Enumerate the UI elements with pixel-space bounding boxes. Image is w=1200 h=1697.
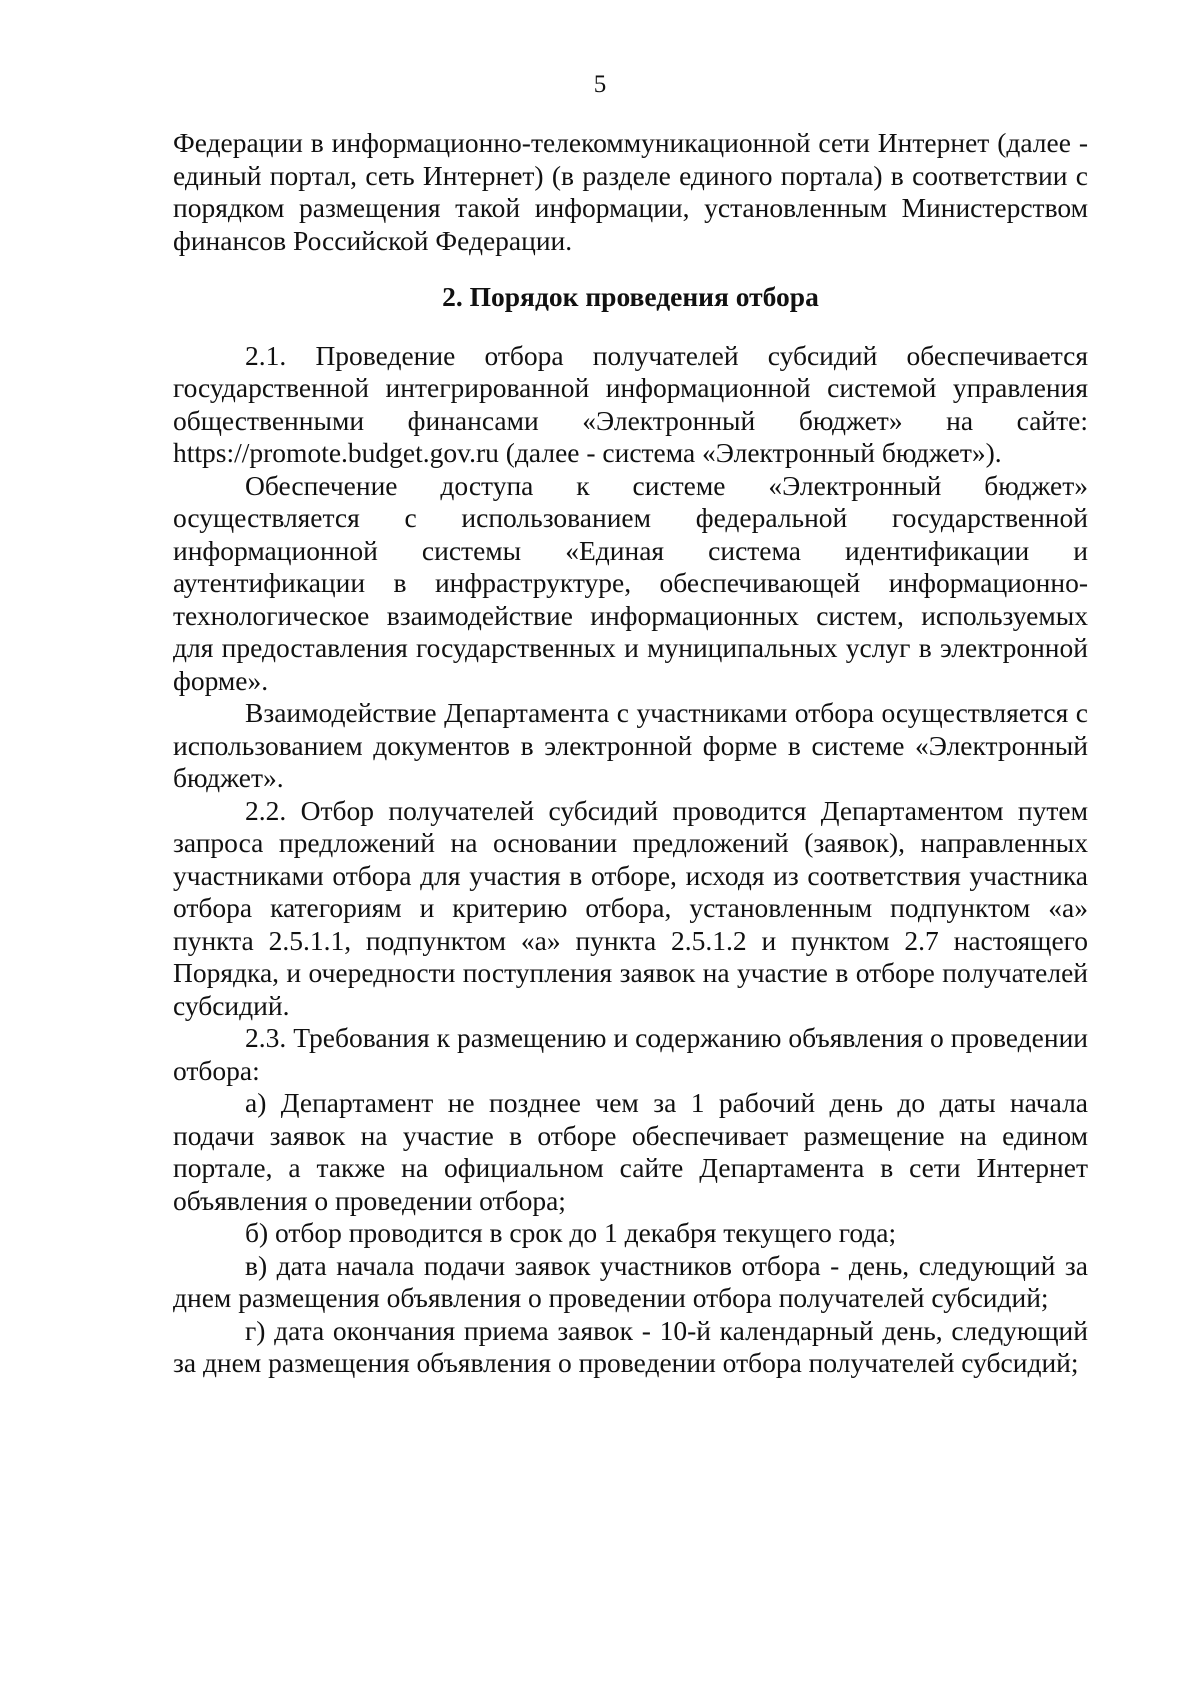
paragraph-2-1: 2.1. Проведение отбора получателей субсидий обеспечивается государственной интегрированной информационной системой управления общественными финансами «Электронный бюджет» на сайте: https://promote.budget.gov.ru (далее - система «Электронный бюджет»). <box>173 339 1088 468</box>
paragraph-2-2: 2.2. Отбор получателей субсидий проводится Департаментом путем запроса предложений на основании предложений (заявок), направленных участниками отбора для участия в отборе, исходя из соответствия участника отбора категориям и критерию отбора, установленным подпунктом «а» пункта 2.5.1.1, подпунктом «а» пункта 2.5.1.2 и пунктом 2.7 настоящего Порядка, и очередности поступления заявок на участие в отборе получателей субсидий. <box>173 794 1088 1021</box>
page-number: 5 <box>593 71 607 98</box>
list-item-g: г) дата окончания приема заявок - 10-й календарный день, следующий за днем размещения объявления о проведении отбора получателей субсидий; <box>173 1314 1088 1378</box>
list-item-a: а) Департамент не позднее чем за 1 рабочий день до даты начала подачи заявок на участие в отборе обеспечивает размещение на едином портале, а также на официальном сайте Департамента в сети Интернет объявления о проведении отбора; <box>173 1087 1088 1216</box>
paragraph-access: Обеспечение доступа к системе «Электронный бюджет» осуществляется с использованием федеральной государственной информационной системы «Единая система идентификации и аутентификации в инфраструктуре, обеспечивающей информационно-технологическое взаимодействие информационных систем, используемых для предоставления государственных и муниципальных услуг в электронной форме». <box>173 469 1088 696</box>
document-body <box>173 127 1088 1380</box>
list-item-b: б) отбор проводится в срок до 1 декабря текущего года; <box>245 1217 897 1248</box>
list-item-v: в) дата начала подачи заявок участников отбора - день, следующий за днем размещения объявления о проведении отбора получателей субсидий; <box>173 1249 1088 1313</box>
section-heading: 2. Порядок проведения отбора <box>442 281 819 312</box>
intro-paragraph: Федерации в информационно-телекоммуникационной сети Интернет (далее - единый портал, сеть Интернет) (в разделе единого портала) в соответствии с порядком размещения такой информации, установленным Министерством финансов Российской Федерации. <box>173 127 1088 256</box>
paragraph-2-3: 2.3. Требования к размещению и содержанию объявления о проведении отбора: <box>173 1022 1088 1086</box>
paragraph-interaction: Взаимодействие Департамента с участниками отбора осуществляется с использованием документов в электронной форме в системе «Электронный бюджет». <box>173 697 1088 793</box>
